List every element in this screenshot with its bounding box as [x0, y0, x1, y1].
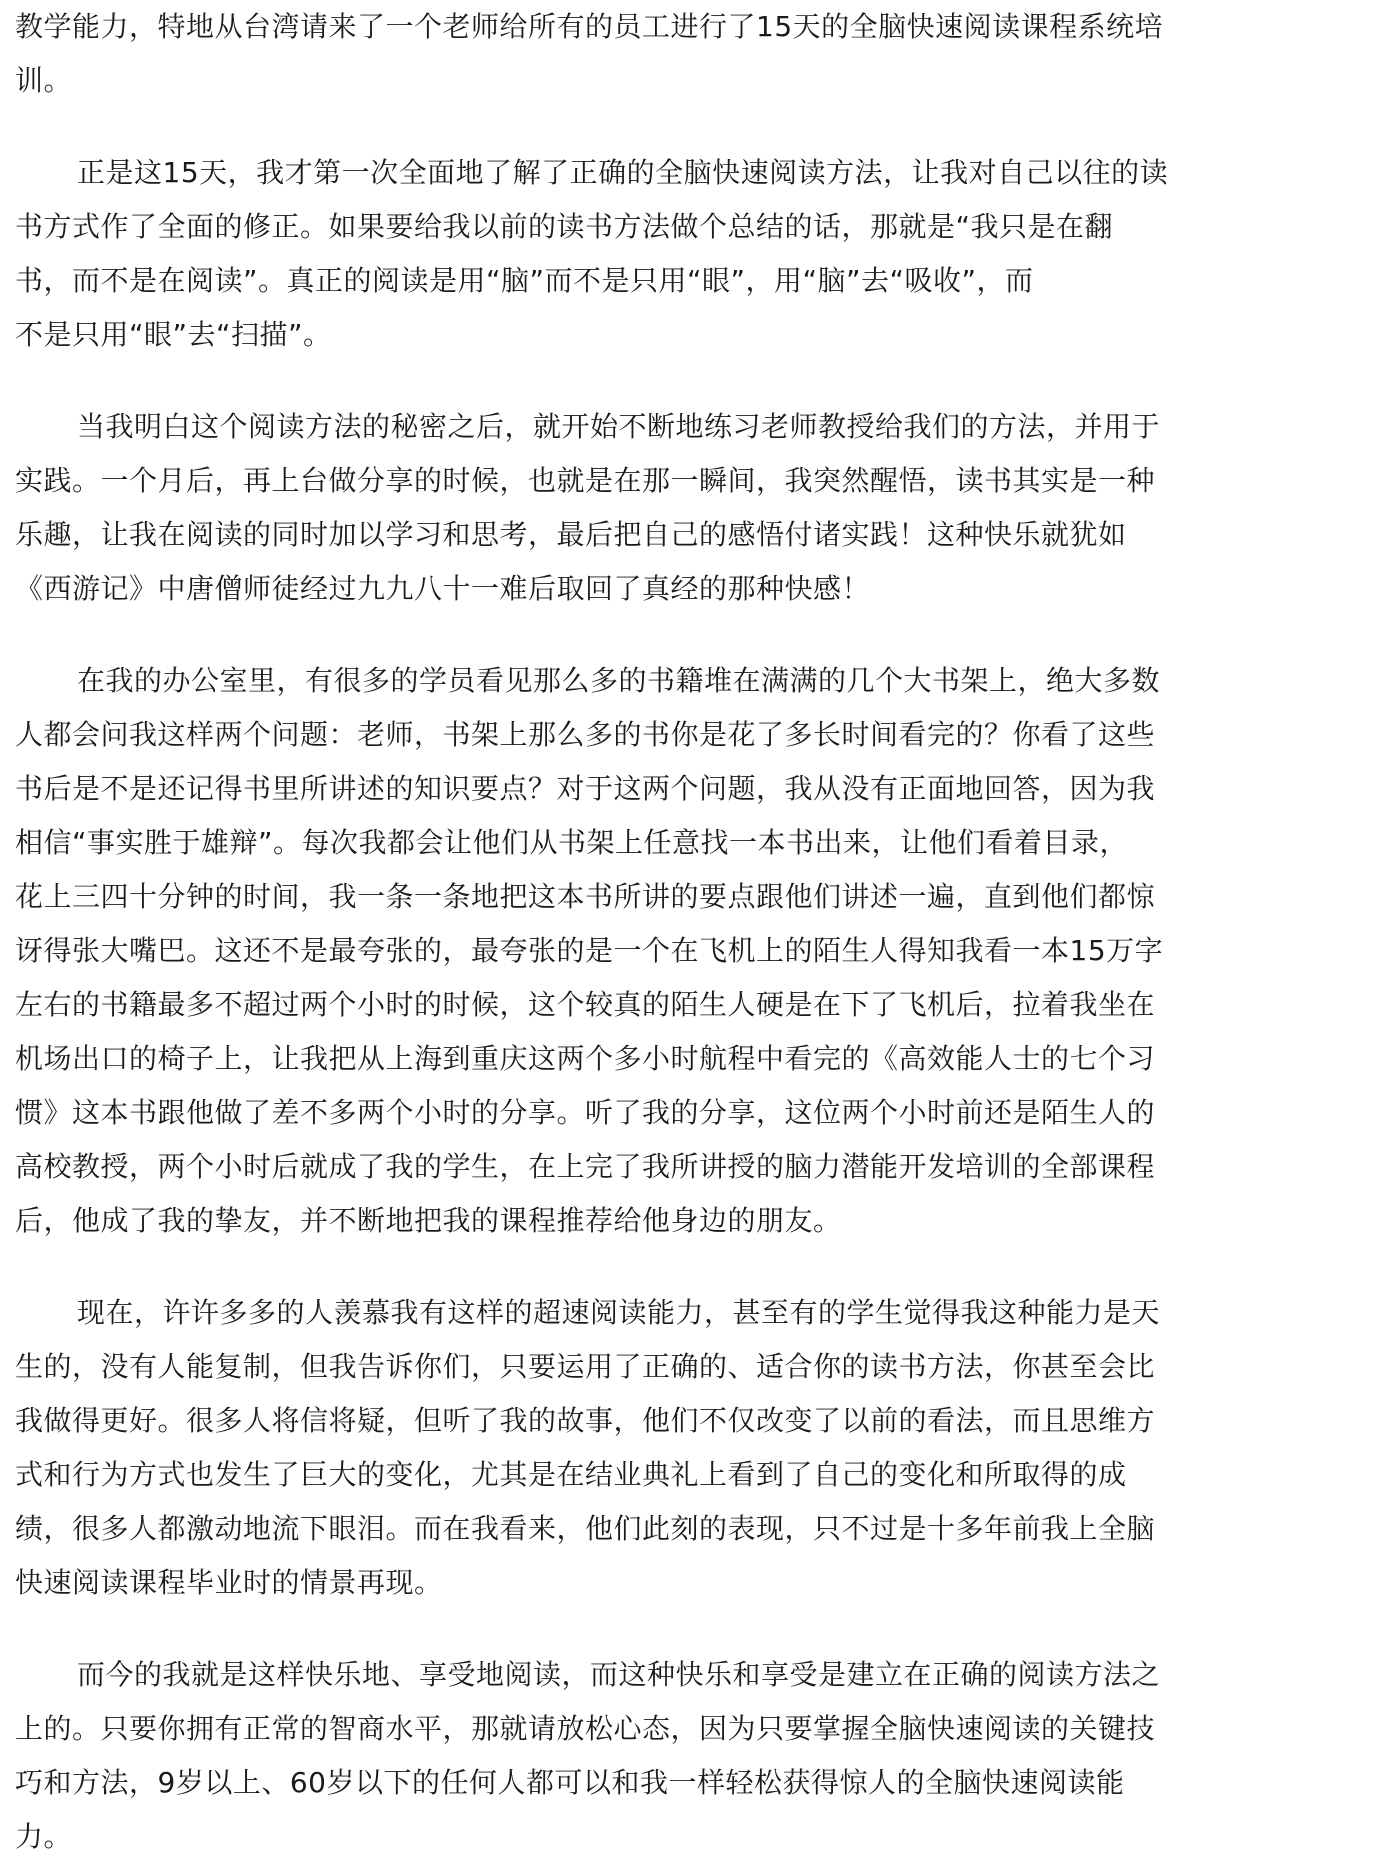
text-line: 教学能力，特地从台湾请来了一个老师给所有的员工进行了15天的全脑快速阅读课程系统培: [15, 10, 1164, 43]
text-line: 巧和方法，9岁以上、60岁以下的任何人都可以和我一样轻松获得惊人的全脑快速阅读能: [15, 1766, 1125, 1799]
text-line: 人都会问我这样两个问题：老师，书架上那么多的书你是花了多长时间看完的？你看了这些: [15, 718, 1156, 751]
text-line: 正是这15天，我才第一次全面地了解了正确的全脑快速阅读方法，让我对自己以往的读: [77, 156, 1169, 189]
paragraph-5: [15, 1286, 1376, 1610]
paragraph-6: [15, 1648, 1376, 1864]
text-line: 上的。只要你拥有正常的智商水平，那就请放松心态，因为只要掌握全脑快速阅读的关键技: [15, 1712, 1156, 1745]
text-line: 生的，没有人能复制，但我告诉你们，只要运用了正确的、适合你的读书方法，你甚至会比: [15, 1350, 1156, 1383]
text-line: 实践。一个月后，再上台做分享的时候，也就是在那一瞬间，我突然醒悟，读书其实是一种: [15, 464, 1156, 497]
text-line: 左右的书籍最多不超过两个小时的时候，这个较真的陌生人硬是在下了飞机后，拉着我坐在: [15, 988, 1156, 1021]
text-line: 绩，很多人都激动地流下眼泪。而在我看来，他们此刻的表现，只不过是十多年前我上全脑: [15, 1512, 1156, 1545]
text-line: 我做得更好。很多人将信将疑，但听了我的故事，他们不仅改变了以前的看法，而且思维方: [15, 1404, 1156, 1437]
text-line: 书后是不是还记得书里所讲述的知识要点？对于这两个问题，我从没有正面地回答，因为我: [15, 772, 1156, 805]
text-line: 而今的我就是这样快乐地、享受地阅读，而这种快乐和享受是建立在正确的阅读方法之: [77, 1658, 1161, 1691]
text-line: 书方式作了全面的修正。如果要给我以前的读书方法做个总结的话，那就是“我只是在翻: [15, 210, 1114, 243]
paragraph-gap: [15, 362, 1376, 400]
text-line: 惯》这本书跟他做了差不多两个小时的分享。听了我的分享，这位两个小时前还是陌生人的: [15, 1096, 1156, 1129]
text-line: 讶得张大嘴巴。这还不是最夸张的，最夸张的是一个在飞机上的陌生人得知我看一本15万字: [15, 934, 1164, 967]
paragraph-3: [15, 400, 1376, 616]
paragraph-4: [15, 654, 1376, 1248]
text-line: 不是只用“眼”去“扫描”。: [15, 318, 332, 351]
text-line: 快速阅读课程毕业时的情景再现。: [15, 1566, 443, 1599]
text-line: 训。: [15, 64, 73, 97]
text-line: 机场出口的椅子上，让我把从上海到重庆这两个多小时航程中看完的《高效能人士的七个习: [15, 1042, 1156, 1075]
text-line: 高校教授，两个小时后就成了我的学生，在上完了我所讲授的脑力潜能开发培训的全部课程: [15, 1150, 1156, 1183]
text-line: 《西游记》中唐僧师徒经过九九八十一难后取回了真经的那种快感！: [15, 572, 871, 605]
text-line: 乐趣，让我在阅读的同时加以学习和思考，最后把自己的感悟付诸实践！这种快乐就犹如: [15, 518, 1127, 551]
text-line: 式和行为方式也发生了巨大的变化，尤其是在结业典礼上看到了自己的变化和所取得的成: [15, 1458, 1127, 1491]
text-line: 相信“事实胜于雄辩”。每次我都会让他们从书架上任意找一本书出来，让他们看着目录，: [15, 826, 1129, 859]
text-line: 现在，许许多多的人羡慕我有这样的超速阅读能力，甚至有的学生觉得我这种能力是天: [77, 1296, 1161, 1329]
text-line: 后，他成了我的挚友，并不断地把我的课程推荐给他身边的朋友。: [15, 1204, 842, 1237]
text-line: 力。: [15, 1820, 73, 1853]
text-line: 花上三四十分钟的时间，我一条一条地把这本书所讲的要点跟他们讲述一遍，直到他们都惊: [15, 880, 1156, 913]
body-text: [15, 0, 1376, 1864]
text-line: 书，而不是在阅读”。真正的阅读是用“脑”而不是只用“眼”，用“脑”去“吸收”，而: [15, 264, 1034, 297]
text-line: 当我明白这个阅读方法的秘密之后，就开始不断地练习老师教授给我们的方法，并用于: [77, 410, 1161, 443]
paragraph-gap: [15, 108, 1376, 146]
paragraph-gap: [15, 616, 1376, 654]
paragraph-2: [15, 146, 1376, 362]
paragraph-1: [15, 0, 1376, 108]
paragraph-gap: [15, 1248, 1376, 1286]
paragraph-gap: [15, 1610, 1376, 1648]
text-line: 在我的办公室里，有很多的学员看见那么多的书籍堆在满满的几个大书架上，绝大多数: [77, 664, 1161, 697]
